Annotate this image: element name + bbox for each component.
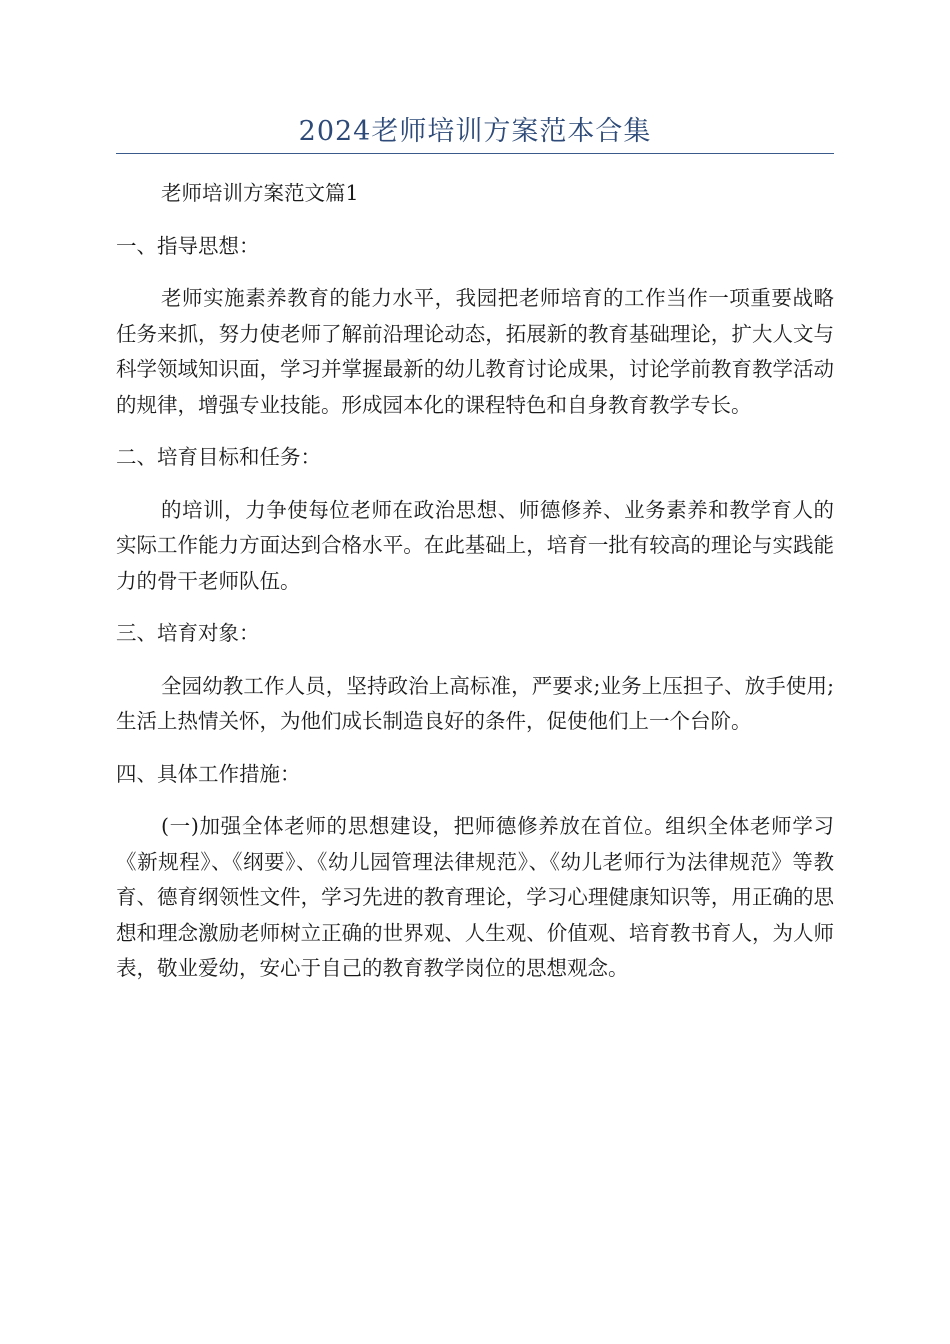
paragraph-goals-tasks: 的培训，力争使每位老师在政治思想、师德修养、业务素养和教学育人的实际工作能力方面达到合格水平。在此基础上，培育一批有较高的理论与实践能力的骨干老师队伍。	[116, 497, 834, 593]
section-heading-article-1: 老师培训方案范文篇1	[161, 181, 359, 205]
section-heading-training-targets: 三、培育对象：	[116, 621, 260, 645]
document-body	[116, 176, 834, 987]
paragraph-measures-1: (一)加强全体老师的思想建设，把师德修养放在首位。组织全体老师学习《新规程》、《纲要》、《幼儿园管理法律规范》、《幼儿老师行为法律规范》等教育、德育纲领性文件，学习先进的教育理论，学习心理健康知识等，用正确的思想和理念激励老师树立正确的世界观、人生观、价值观、培育教书育人，为人师表，敬业爱幼，安心于自己的教育教学岗位的思想观念。	[116, 814, 834, 980]
section-heading-measures: 四、具体工作措施：	[116, 761, 301, 786]
section-heading-guiding-ideology: 一、指导思想：	[116, 233, 260, 258]
paragraph-guiding-ideology: 老师实施素养教育的能力水平，我园把老师培育的工作当作一项重要战略任务来抓，努力使老师了解前沿理论动态，拓展新的教育基础理论，扩大人文与科学领域知识面，学习并掌握最新的幼儿教育讨论成果，讨论学前教育教学活动的规律，增强专业技能。形成园本化的课程特色和自身教育教学专长。	[116, 286, 834, 417]
title-underline	[116, 153, 834, 154]
paragraph-training-targets: 全园幼教工作人员，坚持政治上高标准，严要求;业务上压担子、放手使用;生活上热情关怀，为他们成长制造良好的条件，促使他们上一个台阶。	[116, 673, 834, 733]
document-title: 2024老师培训方案范本合集	[298, 116, 652, 147]
section-heading-goals-tasks: 二、培育目标和任务：	[116, 445, 321, 469]
